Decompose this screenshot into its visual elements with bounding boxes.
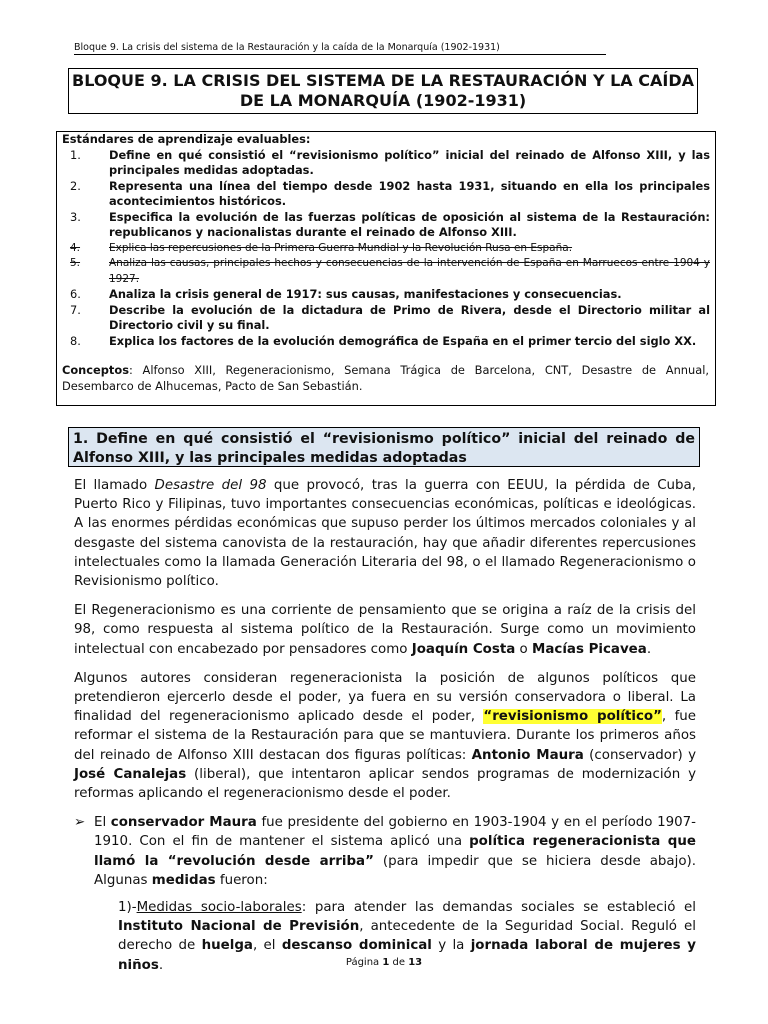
standard-item-1 (62, 148, 715, 179)
paragraph-1 (74, 476, 696, 591)
text-run: fueron: (215, 872, 268, 888)
standard-text: Representa una línea del tiempo desde 1902 hasta 1931, situando en ella los principales acontecimientos históricos. (109, 178, 710, 208)
text-run: o (515, 641, 533, 657)
page-footer (0, 957, 768, 968)
concepts-paragraph (62, 363, 715, 394)
page-title-line-1: BLOQUE 9. LA CRISIS DEL SISTEMA DE LA RESTAURACIÓN Y LA CAÍDA (72, 71, 694, 90)
concepts-text: : Alfonso XIII, Regeneracionismo, Semana Trágica de Barcelona, CNT, Desastre de Annual, Desembarco de Alhucemas, Pacto de San Sebastián. (62, 363, 709, 393)
standard-num: 5. (70, 257, 81, 269)
text-run: fue presidente del gobierno en 1903-1904 y en el período 1907-1910. Con el fin de mantener el sistema aplicó una (94, 815, 696, 850)
bold-text: Macías Picavea (532, 641, 647, 657)
standard-item-5 (62, 256, 715, 287)
text-run: : para atender las demandas sociales se estableció el (301, 900, 696, 916)
text-run: , fue reformar el sistema de la Restauración para que se mantuviera. Durante los primeros años del reinado de Alfonso XIII destacan dos figuras políticas: (74, 709, 697, 763)
standard-text: Explica los factores de la evolución demográfica de España en el primer tercio del siglo XX. (109, 333, 697, 348)
page-title-line-2: DE LA MONARQUÍA (1902-1931) (239, 91, 527, 110)
running-header: Bloque 9. La crisis del sistema de la Restauración y la caída de la Monarquía (1902-1931) (74, 42, 606, 55)
bullet-text (94, 813, 696, 890)
footer-label: Página (345, 957, 383, 968)
standard-item-6 (62, 287, 715, 303)
standard-item-7 (62, 303, 715, 334)
standard-num: 8. (70, 333, 81, 348)
concepts-label: Conceptos (62, 363, 129, 377)
standard-item-3 (62, 210, 715, 241)
emphasis-text: Desastre del 98 (154, 478, 267, 493)
footer-of: de (389, 957, 409, 968)
text-run: El llamado (74, 478, 155, 493)
standard-text: Analiza la crisis general de 1917: sus causas, manifestaciones y consecuencias. (109, 287, 622, 301)
standard-num: 6. (70, 287, 81, 301)
standard-text: Analiza las causas, principales hechos y consecuencias de la intervención de España en Marruecos entre 1904 y 1927. (109, 257, 710, 285)
bold-text: medidas (151, 872, 216, 888)
standards-box (56, 131, 716, 406)
standard-num: 2. (70, 178, 81, 193)
standard-text: Explica las repercusiones de la Primera Guerra Mundial y la Revolución Rusa en España. (109, 241, 573, 254)
text-run: Algunos autores consideran regeneracionista la posición de algunos políticos que pretendieron ejercerlo desde el poder, ya fuera en su versión conservadora o liberal. La finalidad del regeneracionismo aplicado desde el poder, (74, 670, 696, 725)
bold-text: Antonio Maura (471, 747, 584, 763)
text-run: , el (252, 938, 282, 954)
bold-text: huelga (201, 938, 253, 954)
text-run: , antecedente de la Seguridad Social. Reguló el derecho de (118, 919, 696, 954)
bold-text: José Canalejas (74, 766, 187, 782)
underlined-text: Medidas socio-laborales (136, 900, 302, 916)
standard-num: 1. (70, 147, 81, 162)
page-title (68, 68, 698, 114)
text-run: (conservador) y (583, 747, 696, 763)
standard-num: 3. (70, 209, 81, 224)
paragraph-3 (74, 669, 696, 803)
text-run: El Regeneracionismo es una corriente de pensamiento que se origina a raíz de la crisis del 98, como respuesta al sistema político de la Restauración. Surge como un movimiento intelectual con encabezado por pensadores como (74, 603, 696, 657)
standard-text: Especifica la evolución de las fuerzas políticas de oposición al sistema de la Restauración: republicanos y nacionalistas durante el reinado de Alfonso XIII. (109, 209, 710, 239)
standard-text: Define en qué consistió el “revisionismo político” inicial del reinado de Alfonso XIII, y las principales medidas adoptadas. (109, 147, 710, 177)
arrow-bullet-icon: ➢ (74, 815, 86, 831)
standard-item-4 (62, 241, 715, 257)
text-run: . (646, 641, 652, 657)
standards-heading: Estándares de aprendizaje evaluables: (62, 132, 311, 146)
text-run: que provocó, tras la guerra con EEUU, la pérdida de Cuba, Puerto Rico y Filipinas, tuvo importantes consecuencias económicas, políticas e ideológicas. A las enormes pérdidas económicas que supuso perder los últimos mercados coloniales y al desgaste del sistema canovista de la restauración, hay que añadir diferentes repercusiones intelectuales como la llamada Generación Literaria del 98, o el llamado Regeneracionismo o Revisionismo político. (74, 478, 696, 590)
text-run: (para impedir que se hiciera desde abajo). Algunas (94, 853, 696, 888)
text-run: y la (431, 938, 471, 954)
text-run: . (158, 957, 164, 973)
paragraph-2 (74, 601, 696, 659)
bold-text: descanso dominical (281, 938, 432, 954)
standards-list (62, 148, 715, 350)
bold-text: política regeneracionista que llamó la “revolución desde arriba” (94, 834, 696, 869)
section-body (74, 476, 696, 975)
page-number: 1 (382, 957, 390, 968)
page-total: 13 (408, 957, 423, 968)
text-run: El (94, 815, 111, 831)
highlighted-text: “revisionismo político” (483, 709, 662, 725)
bold-text: Joaquín Costa (411, 641, 516, 657)
text-run: (liberal), que intentaron aplicar sendos programas de modernización y reformas aplicando el regeneracionismo desde el poder. (74, 766, 696, 802)
standard-item-2 (62, 179, 715, 210)
bullet-item (74, 813, 696, 890)
sub-item-number: 1)- (118, 900, 137, 916)
section-heading: 1. Define en qué consistió el “revisionismo político” inicial del reinado de Alfonso XIII, y las principales medidas adoptadas (68, 427, 700, 467)
bold-text: Instituto Nacional de Previsión (118, 919, 360, 935)
standard-item-8 (62, 334, 715, 350)
bold-text: conservador Maura (110, 815, 257, 831)
standard-text: Describe la evolución de la dictadura de Primo de Rivera, desde el Directorio militar al Directorio civil y su final. (109, 302, 710, 332)
standard-num: 4. (70, 241, 81, 254)
standard-num: 7. (70, 302, 81, 317)
bold-text: jornada laboral de mujeres y niños (118, 938, 697, 973)
